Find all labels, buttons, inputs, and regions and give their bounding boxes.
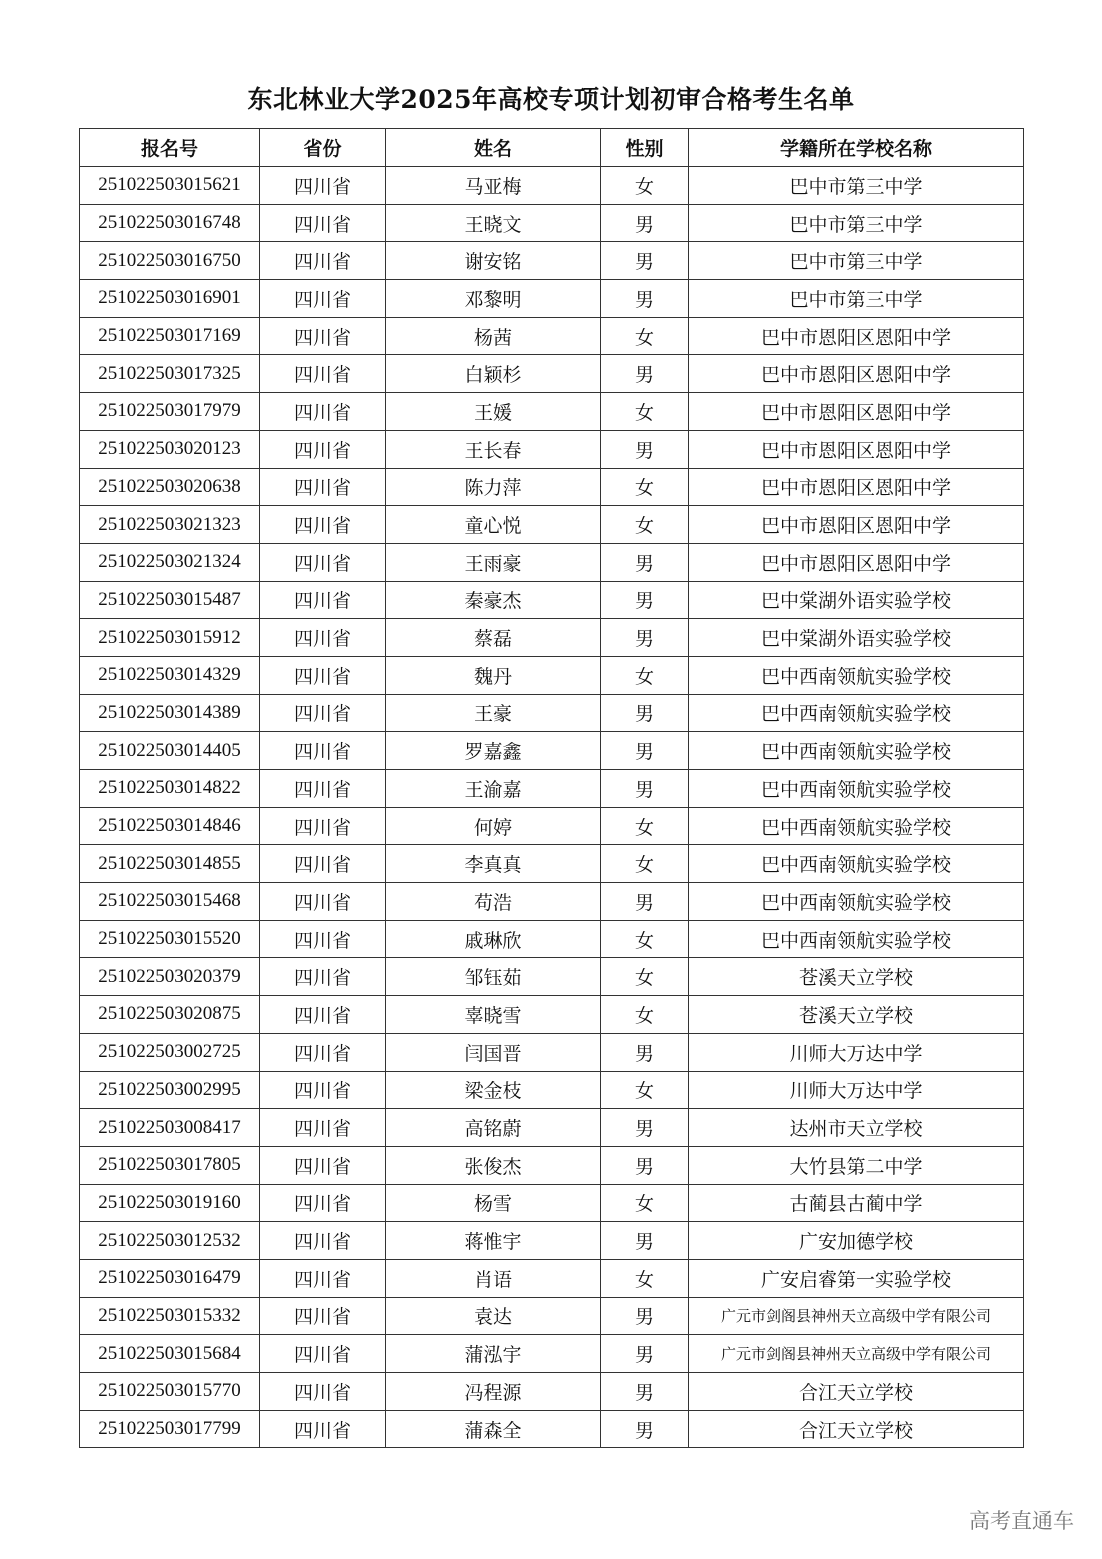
table-row [80,280,1024,318]
table-row [80,920,1024,958]
table-row [80,430,1024,468]
cell-registration-id: 251022503014855 [80,845,260,883]
cell-school: 巴中棠湖外语实验学校 [689,619,1024,657]
table-header-row [80,129,1024,167]
cell-province: 四川省 [260,1146,386,1184]
cell-name: 邹钰茹 [386,958,601,996]
cell-school: 巴中西南领航实验学校 [689,920,1024,958]
table-row [80,1373,1024,1411]
cell-province: 四川省 [260,355,386,393]
table-row [80,317,1024,355]
cell-name: 闫国晋 [386,1033,601,1071]
table-row [80,807,1024,845]
cell-registration-id: 251022503014329 [80,656,260,694]
table-row [80,1033,1024,1071]
cell-registration-id: 251022503020875 [80,996,260,1034]
cell-gender: 男 [601,1297,689,1335]
cell-province: 四川省 [260,996,386,1034]
cell-gender: 女 [601,807,689,845]
cell-registration-id: 251022503016748 [80,204,260,242]
cell-name: 罗嘉鑫 [386,732,601,770]
cell-gender: 男 [601,1222,689,1260]
cell-registration-id: 251022503014822 [80,770,260,808]
cell-gender: 女 [601,393,689,431]
cell-province: 四川省 [260,242,386,280]
cell-registration-id: 251022503020638 [80,468,260,506]
cell-registration-id: 251022503017169 [80,317,260,355]
header-province: 省份 [260,129,386,167]
table-row [80,656,1024,694]
cell-school: 广元市剑阁县神州天立高级中学有限公司 [689,1297,1024,1335]
cell-gender: 男 [601,732,689,770]
table-row [80,883,1024,921]
cell-province: 四川省 [260,430,386,468]
cell-registration-id: 251022503017979 [80,393,260,431]
cell-gender: 女 [601,920,689,958]
cell-gender: 女 [601,167,689,205]
header-id: 报名号 [80,129,260,167]
table-row [80,242,1024,280]
cell-school: 巴中市第三中学 [689,242,1024,280]
cell-name: 王豪 [386,694,601,732]
cell-school: 苍溪天立学校 [689,996,1024,1034]
cell-registration-id: 251022503015912 [80,619,260,657]
table-row [80,845,1024,883]
table-row [80,1297,1024,1335]
cell-name: 蒲森全 [386,1410,601,1448]
cell-registration-id: 251022503015770 [80,1373,260,1411]
table-row [80,1109,1024,1147]
cell-province: 四川省 [260,280,386,318]
cell-school: 大竹县第二中学 [689,1146,1024,1184]
cell-school: 巴中西南领航实验学校 [689,770,1024,808]
cell-registration-id: 251022503020379 [80,958,260,996]
cell-gender: 女 [601,958,689,996]
cell-gender: 女 [601,1259,689,1297]
cell-province: 四川省 [260,581,386,619]
cell-registration-id: 251022503015684 [80,1335,260,1373]
table-row [80,1335,1024,1373]
cell-name: 王媛 [386,393,601,431]
cell-province: 四川省 [260,732,386,770]
table-row [80,393,1024,431]
cell-registration-id: 251022503020123 [80,430,260,468]
cell-gender: 男 [601,1146,689,1184]
cell-gender: 女 [601,1071,689,1109]
cell-registration-id: 251022503015621 [80,167,260,205]
cell-registration-id: 251022503017799 [80,1410,260,1448]
cell-name: 王渝嘉 [386,770,601,808]
cell-name: 戚琳欣 [386,920,601,958]
cell-school: 达州市天立学校 [689,1109,1024,1147]
cell-province: 四川省 [260,204,386,242]
cell-school: 巴中西南领航实验学校 [689,845,1024,883]
table-row [80,1410,1024,1448]
cell-gender: 男 [601,355,689,393]
cell-name: 梁金枝 [386,1071,601,1109]
table-row [80,770,1024,808]
cell-name: 王长春 [386,430,601,468]
cell-gender: 男 [601,543,689,581]
cell-gender: 男 [601,204,689,242]
cell-province: 四川省 [260,506,386,544]
cell-gender: 男 [601,1335,689,1373]
cell-school: 巴中西南领航实验学校 [689,656,1024,694]
table-row [80,1184,1024,1222]
table-row [80,468,1024,506]
cell-name: 张俊杰 [386,1146,601,1184]
table-row [80,996,1024,1034]
cell-name: 白颖杉 [386,355,601,393]
cell-registration-id: 251022503017325 [80,355,260,393]
cell-school: 广元市剑阁县神州天立高级中学有限公司 [689,1335,1024,1373]
table-row [80,204,1024,242]
cell-province: 四川省 [260,1222,386,1260]
table-row [80,619,1024,657]
cell-name: 袁达 [386,1297,601,1335]
cell-registration-id: 251022503021323 [80,506,260,544]
cell-gender: 男 [601,619,689,657]
cell-province: 四川省 [260,1109,386,1147]
cell-registration-id: 251022503019160 [80,1184,260,1222]
cell-gender: 男 [601,883,689,921]
cell-school: 巴中市第三中学 [689,167,1024,205]
cell-province: 四川省 [260,1373,386,1411]
cell-province: 四川省 [260,317,386,355]
cell-name: 王雨豪 [386,543,601,581]
cell-gender: 女 [601,656,689,694]
table-row [80,958,1024,996]
document-title: 东北林业大学2025年高校专项计划初审合格考生名单 [247,85,855,114]
cell-school: 巴中市恩阳区恩阳中学 [689,506,1024,544]
cell-province: 四川省 [260,393,386,431]
cell-gender: 女 [601,506,689,544]
cell-name: 高铭蔚 [386,1109,601,1147]
cell-province: 四川省 [260,1184,386,1222]
cell-province: 四川省 [260,807,386,845]
header-gender: 性别 [601,129,689,167]
cell-gender: 男 [601,581,689,619]
cell-name: 蒲泓宇 [386,1335,601,1373]
cell-province: 四川省 [260,1410,386,1448]
cell-school: 合江天立学校 [689,1410,1024,1448]
cell-name: 冯程源 [386,1373,601,1411]
candidate-table [79,128,1024,1448]
cell-name: 杨茜 [386,317,601,355]
cell-name: 蒋惟宇 [386,1222,601,1260]
cell-registration-id: 251022503021324 [80,543,260,581]
cell-gender: 女 [601,317,689,355]
cell-name: 李真真 [386,845,601,883]
table-row [80,506,1024,544]
cell-school: 巴中市恩阳区恩阳中学 [689,468,1024,506]
cell-province: 四川省 [260,468,386,506]
cell-registration-id: 251022503002995 [80,1071,260,1109]
cell-name: 谢安铭 [386,242,601,280]
cell-name: 魏丹 [386,656,601,694]
cell-name: 童心悦 [386,506,601,544]
cell-province: 四川省 [260,1071,386,1109]
cell-registration-id: 251022503014389 [80,694,260,732]
cell-province: 四川省 [260,845,386,883]
header-school: 学籍所在学校名称 [689,129,1024,167]
cell-school: 古蔺县古蔺中学 [689,1184,1024,1222]
cell-gender: 男 [601,280,689,318]
cell-province: 四川省 [260,543,386,581]
table-row [80,167,1024,205]
cell-gender: 男 [601,242,689,280]
table-row [80,1146,1024,1184]
cell-name: 肖语 [386,1259,601,1297]
watermark: 高考直通车 [969,1509,1074,1533]
cell-gender: 男 [601,1410,689,1448]
cell-school: 川师大万达中学 [689,1033,1024,1071]
cell-province: 四川省 [260,770,386,808]
cell-registration-id: 251022503014405 [80,732,260,770]
cell-registration-id: 251022503015468 [80,883,260,921]
cell-name: 秦豪杰 [386,581,601,619]
cell-province: 四川省 [260,1033,386,1071]
table-row [80,581,1024,619]
cell-gender: 男 [601,770,689,808]
cell-registration-id: 251022503008417 [80,1109,260,1147]
cell-registration-id: 251022503016901 [80,280,260,318]
cell-province: 四川省 [260,958,386,996]
cell-name: 何婷 [386,807,601,845]
cell-school: 巴中市第三中学 [689,204,1024,242]
cell-registration-id: 251022503016750 [80,242,260,280]
cell-gender: 女 [601,845,689,883]
table-row [80,1222,1024,1260]
cell-school: 广安启睿第一实验学校 [689,1259,1024,1297]
cell-province: 四川省 [260,1259,386,1297]
cell-school: 巴中市恩阳区恩阳中学 [689,317,1024,355]
cell-school: 巴中市第三中学 [689,280,1024,318]
cell-school: 巴中西南领航实验学校 [689,807,1024,845]
cell-province: 四川省 [260,619,386,657]
cell-province: 四川省 [260,694,386,732]
cell-province: 四川省 [260,1335,386,1373]
cell-school: 巴中市恩阳区恩阳中学 [689,543,1024,581]
cell-province: 四川省 [260,883,386,921]
cell-name: 马亚梅 [386,167,601,205]
cell-school: 合江天立学校 [689,1373,1024,1411]
cell-registration-id: 251022503015332 [80,1297,260,1335]
cell-province: 四川省 [260,656,386,694]
cell-gender: 男 [601,1109,689,1147]
table-row [80,694,1024,732]
cell-name: 杨雪 [386,1184,601,1222]
cell-school: 广安加德学校 [689,1222,1024,1260]
cell-registration-id: 251022503002725 [80,1033,260,1071]
cell-gender: 女 [601,996,689,1034]
cell-gender: 男 [601,430,689,468]
cell-registration-id: 251022503015487 [80,581,260,619]
cell-province: 四川省 [260,167,386,205]
cell-school: 川师大万达中学 [689,1071,1024,1109]
cell-name: 辜晓雪 [386,996,601,1034]
cell-school: 巴中市恩阳区恩阳中学 [689,393,1024,431]
table-row [80,732,1024,770]
table-row [80,355,1024,393]
cell-school: 巴中市恩阳区恩阳中学 [689,355,1024,393]
cell-province: 四川省 [260,920,386,958]
cell-province: 四川省 [260,1297,386,1335]
header-name: 姓名 [386,129,601,167]
cell-school: 巴中市恩阳区恩阳中学 [689,430,1024,468]
table-row [80,1071,1024,1109]
cell-registration-id: 251022503012532 [80,1222,260,1260]
cell-registration-id: 251022503015520 [80,920,260,958]
cell-gender: 女 [601,468,689,506]
cell-school: 巴中棠湖外语实验学校 [689,581,1024,619]
cell-gender: 男 [601,1373,689,1411]
cell-registration-id: 251022503017805 [80,1146,260,1184]
cell-name: 苟浩 [386,883,601,921]
cell-school: 苍溪天立学校 [689,958,1024,996]
cell-gender: 男 [601,694,689,732]
cell-school: 巴中西南领航实验学校 [689,694,1024,732]
table-row [80,543,1024,581]
table-row [80,1259,1024,1297]
cell-school: 巴中西南领航实验学校 [689,732,1024,770]
cell-name: 邓黎明 [386,280,601,318]
cell-school: 巴中西南领航实验学校 [689,883,1024,921]
cell-gender: 女 [601,1184,689,1222]
cell-name: 王晓文 [386,204,601,242]
cell-name: 陈力萍 [386,468,601,506]
cell-name: 蔡磊 [386,619,601,657]
cell-registration-id: 251022503016479 [80,1259,260,1297]
cell-gender: 男 [601,1033,689,1071]
cell-registration-id: 251022503014846 [80,807,260,845]
